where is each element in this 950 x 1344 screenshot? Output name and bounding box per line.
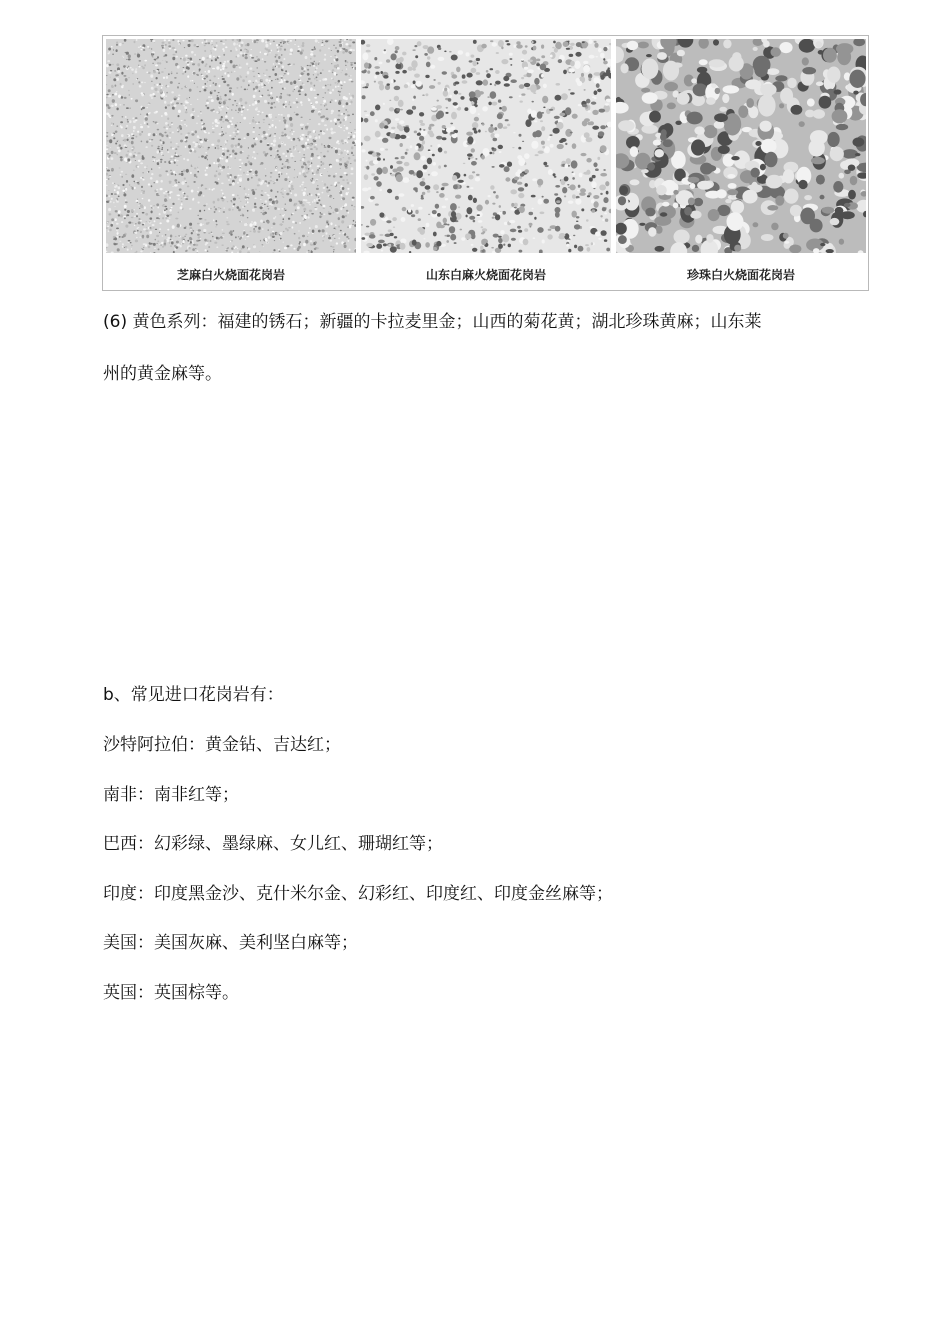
caption-pearl-white: 珍珠白火烧面花岗岩: [686, 268, 795, 282]
import-item-brazil: 巴西：幻彩绿、墨绿麻、女儿红、珊瑚红等；: [103, 834, 443, 854]
import-item-usa: 美国：美国灰麻、美利坚白麻等；: [103, 933, 358, 953]
imports-heading: b、常见进口花岗岩有：: [103, 685, 284, 705]
import-item-south-africa: 南非：南非红等；: [103, 785, 239, 805]
caption-shandong-white: 山东白麻火烧面花岗岩: [425, 268, 546, 282]
granite-samples-figure: [102, 35, 869, 291]
import-item-uk: 英国：英国棕等。: [103, 983, 239, 1003]
shandong-white-granite-image: [361, 39, 611, 253]
pearl-white-granite-image: [616, 39, 866, 253]
caption-sesame-white: 芝麻白火烧面花岗岩: [176, 268, 285, 282]
yellow-series-line-1: (6) 黄色系列：福建的锈石；新疆的卡拉麦里金；山西的菊花黄；湖北珍珠黄麻；山东莱: [103, 312, 762, 332]
yellow-series-line-2: 州的黄金麻等。: [103, 364, 222, 384]
import-item-india: 印度：印度黑金沙、克什米尔金、幻彩红、印度红、印度金丝麻等；: [103, 884, 613, 904]
import-item-saudi: 沙特阿拉伯：黄金钻、吉达红；: [103, 735, 341, 755]
sesame-white-granite-image: [106, 39, 356, 253]
